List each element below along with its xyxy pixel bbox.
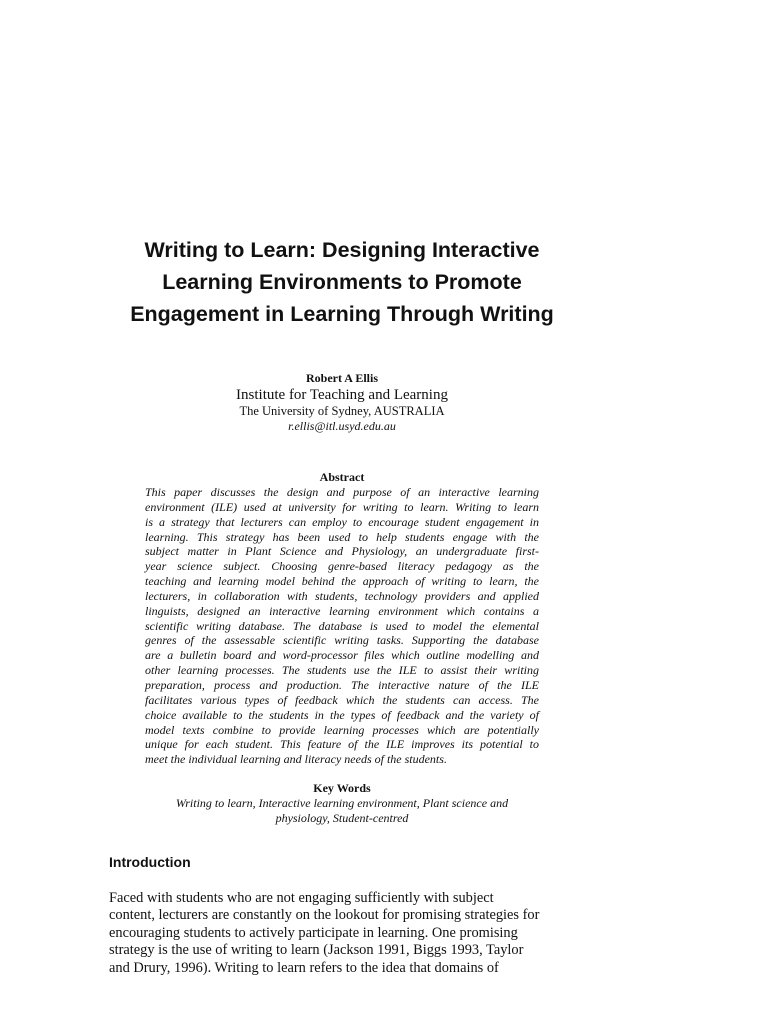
abstract-line: model texts combine to provide learning processes which are potentially [145, 722, 539, 737]
author-university: The University of Sydney, AUSTRALIA [239, 404, 445, 418]
abstract-line: lecturers, in collaboration with students, technology providers and applied [145, 588, 539, 603]
title-line: Engagement in Learning Through Writing [130, 302, 554, 326]
abstract-line: unique for each student. This feature of the ILE improves its potential to [145, 737, 539, 752]
abstract-line: facilitates various types of feedback which the students can access. The [145, 692, 539, 707]
paper-title [90, 234, 594, 330]
abstract-line: other learning processes. The students use the ILE to assist their writing [145, 663, 539, 678]
abstract-line: scientific writing database. The database is used to model the elemental [145, 618, 539, 633]
abstract-body [145, 485, 539, 767]
introduction-line: strategy is the use of writing to learn (Jackson 1991, Biggs 1993, Taylor [109, 942, 524, 959]
abstract-line: meet the individual learning and literacy needs of the students. [145, 752, 447, 767]
author-affiliation: Institute for Teaching and Learning [236, 387, 448, 403]
introduction-line: encouraging students to actively participate in learning. One promising [109, 924, 518, 941]
introduction-line: Faced with students who are not engaging sufficiently with subject [109, 890, 494, 906]
abstract-line: This paper discusses the design and purpose of an interactive learning [145, 485, 539, 499]
abstract-line: preparation, process and production. The interactive nature of the ILE [145, 677, 539, 692]
keywords-line: Writing to learn, Interactive learning environment, Plant science and [175, 796, 509, 810]
introduction-line: and Drury, 1996). Writing to learn refers to the idea that domains of [109, 959, 499, 976]
abstract-section [145, 470, 539, 767]
author-name: Robert A Ellis [305, 371, 378, 385]
abstract-line: linguists, designed an interactive learning environment which contains a [145, 603, 539, 618]
introduction-body [109, 890, 579, 977]
title-line: Writing to Learn: Designing Interactive [144, 238, 540, 262]
keywords-line: physiology, Student-centred [275, 811, 409, 825]
abstract-line: choice available to the students in the types of feedback and the variety of [145, 707, 539, 722]
keywords-body [145, 796, 539, 826]
abstract-line: learning. This strategy has been used to help students engage with the [145, 529, 539, 544]
abstract-line: teaching and learning model behind the approach of writing to learn, the [145, 574, 539, 589]
abstract-line: genres of the assessable scientific writing tasks. Supporting the database [145, 633, 539, 648]
title-line: Learning Environments to Promote [162, 270, 522, 294]
abstract-heading: Abstract [319, 470, 365, 484]
introduction-line: content, lecturers are constantly on the lookout for promising strategies for [109, 907, 540, 924]
author-email[interactable]: r.ellis@itl.usyd.edu.au [288, 419, 396, 433]
abstract-line: environment (ILE) used at university for writing to learn. Writing to learn [145, 499, 539, 514]
introduction-heading: Introduction [109, 854, 191, 870]
abstract-line: are a bulletin board and word-processor files which outline modelling and [145, 648, 539, 663]
author-block [142, 371, 542, 434]
keywords-section [145, 781, 539, 826]
abstract-line: subject matter in Plant Science and Physiology, an undergraduate first- [145, 544, 539, 559]
abstract-line: year science subject. Choosing genre-based literacy pedagogy as the [145, 559, 539, 574]
abstract-line: is a strategy that lecturers can employ to encourage student engagement in [145, 514, 539, 529]
keywords-heading: Key Words [313, 781, 371, 795]
